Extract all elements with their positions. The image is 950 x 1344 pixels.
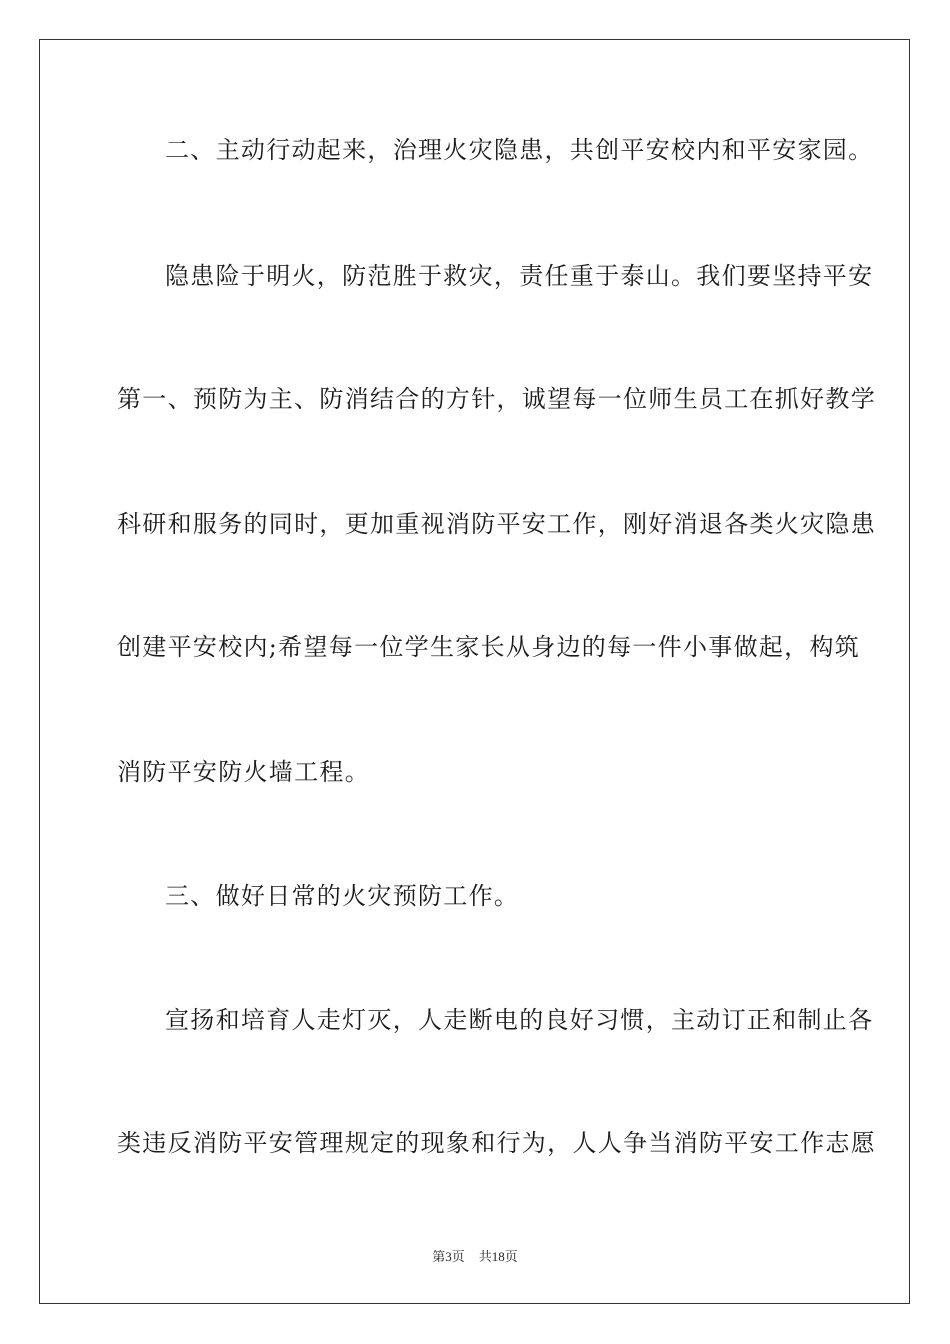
heading-section-two: 二、主动行动起来，治理火灾隐患，共创平安校内和平安家园。 xyxy=(165,136,874,164)
paragraph-line: 科研和服务的同时，更加重视消防平安工作，刚好消退各类火灾隐患 xyxy=(117,510,876,538)
page-total: 共18页 xyxy=(478,1249,518,1264)
paragraph-line: 隐患险于明火，防范胜于救灾，责任重于泰山。我们要坚持平安 xyxy=(165,262,874,290)
page-number: 第3页 xyxy=(432,1249,465,1264)
page-footer xyxy=(0,1246,950,1265)
paragraph-line: 消防平安防火墙工程。 xyxy=(117,758,370,786)
heading-section-three: 三、做好日常的火灾预防工作。 xyxy=(165,882,520,910)
paragraph-line: 类违反消防平安管理规定的现象和行为，人人争当消防平安工作志愿 xyxy=(117,1129,876,1157)
page-border xyxy=(39,39,910,1304)
paragraph-line: 宣扬和培育人走灯灭，人走断电的良好习惯，主动订正和制止各 xyxy=(165,1006,874,1034)
paragraph-line: 创建平安校内;希望每一位学生家长从身边的每一件小事做起，构筑 xyxy=(117,633,861,661)
paragraph-line: 第一、预防为主、防消结合的方针，诚望每一位师生员工在抓好教学 xyxy=(117,385,876,413)
